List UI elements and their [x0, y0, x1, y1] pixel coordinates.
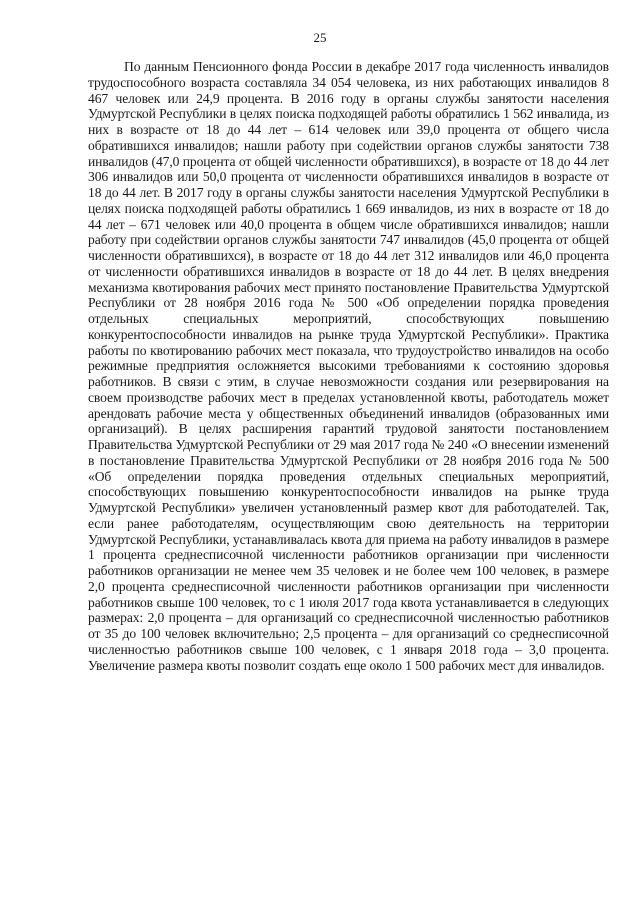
body-paragraph: По данным Пенсионного фонда России в декабре 2017 года численность инвалидов трудоспособного возраста составляла 34 054 человека, из них работающих инвалидов 8 467 человек или 24,9 процента. В 2016 году в органы службы занятости населения Удмуртской Республики в целях поиска подходящей работы обратились 1 562 инвалида, из них в возрасте от 18 до 44 лет – 614 человек или 39,0 процента от общего числа обратившихся инвалидов; нашли работу при содействии органов службы занятости 738 инвалидов (47,0 процента от общей численности обратившихся), в возрасте от 18 до 44 лет 306 инвалидов или 50,0 процента от численности обратившихся инвалидов в возрасте от 18 до 44 лет. В 2017 году в органы службы занятости населения Удмуртской Республики в целях поиска подходящей работы обратились 1 669 инвалидов, из них в возрасте от 18 до 44 лет – 671 человек или 40,0 процента в общем числе обратившихся инвалидов; нашли работу при содействии органов службы занятости 747 инвалидов (45,0 процента от общей численности обратившихся), в возрасте от 18 до 44 лет 312 инвалидов или 46,0 процента от численности обратившихся инвалидов в возрасте от 18 до 44 лет. В целях внедрения механизма квотирования рабочих мест принято постановление Правительства Удмуртской Республики от 28 ноября 2016 года № 500 «Об определении порядка проведения отдельных специальных мероприятий, способствующих повышению конкурентоспособности инвалидов на рынке труда Удмуртской Республики». Практика работы по квотированию рабочих мест показала, что трудоустройство инвалидов на особо режимные предприятия осложняется высокими требованиями к состоянию здоровья работников. В связи с этим, в случае невозможности создания или резервирования на своем производстве рабочих мест в пределах установленной квоты, работодатель может арендовать рабочие места у общественных объединений инвалидов (образованных ими организаций). В целях расширения гарантий трудовой занятости постановлением Правительства Удмуртской Республики от 29 мая 2017 года № 240 «О внесении изменений в постановление Правительства Удмуртской Республики от 28 ноября 2016 года № 500 «Об определении порядка проведения отдельных специальных мероприятий, способствующих повышению конкурентоспособности инвалидов на рынке труда Удмуртской Республики» увеличен установленный размер квот для работодателей. Так, если ранее работодателям, осуществляющим свою деятельность на территории Удмуртской Республики, устанавливалась квота для приема на работу инвалидов в размере 1 процента среднесписочной численности работников организации при численности работников организации не менее чем 35 человек и не более чем 100 человек, в размере 2,0 процента среднесписочной численности работников организации при численности работников свыше 100 человек, то с 1 июля 2017 года квота устанавливается в следующих размерах: 2,0 процента – для организаций со среднесписочной численностью работников от 35 до 100 человек включительно; 2,5 процента – для организаций со среднесписочной численностью работников свыше 100 человек, с 1 января 2018 года – 3,0 процента. Увеличение размера квоты позволит создать еще около 1 500 рабочих мест для инвалидов. [88, 59, 609, 673]
page-number: 25 [313, 30, 327, 45]
